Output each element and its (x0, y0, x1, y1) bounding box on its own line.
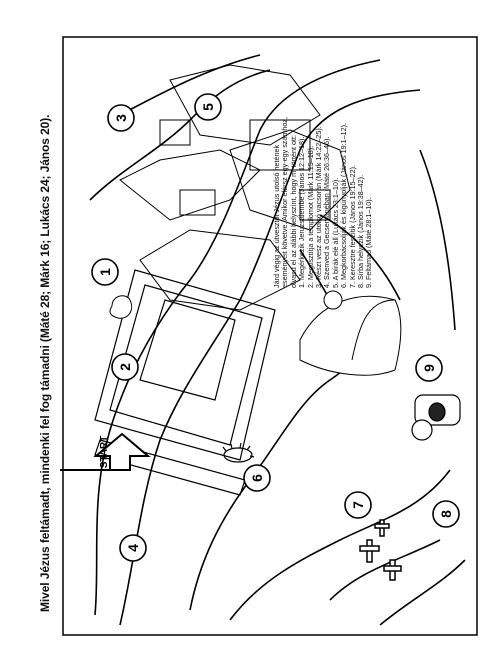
intro-line: eseményeit követve. Amikor elérsz egy-egy számhoz, (280, 117, 290, 288)
step-item: 4. Szenved a Gecsemánéban (Máté 26:36–46). (322, 136, 332, 288)
jar (110, 296, 132, 319)
marker-4 (120, 535, 146, 561)
page-title: Mivel Jézus feltámadt, mindenki fel fog támadni (Máté 28; Márk 16; Lukács 24; János 20). (38, 114, 52, 612)
step-item: 2. Megtisztítja a templomot (Márk 11:15–18). (305, 145, 315, 288)
svg-text:3: 3 (113, 114, 129, 122)
marker-3 (108, 105, 134, 131)
risen-jesus-figure (300, 291, 401, 375)
step-item: 1. Megérkezik Jeruzsálembe (János 12:12–18). (297, 136, 307, 288)
marker-8 (433, 501, 459, 527)
svg-text:7: 7 (350, 501, 366, 509)
step-item: 5. A bírák elé áll (Lukács 23:1–10). (330, 177, 340, 288)
instructions (273, 117, 374, 288)
step-item: 3. Részt vesz az utolsó vacsorán (Márk 14:22–25). (314, 126, 324, 288)
step-item: 8. Sírba helyezik (János 19:38–42). (356, 174, 366, 288)
step-item: 6. Megkorbácsolják és kigúnyolják (János 19:1–12). (339, 122, 349, 288)
svg-text:4: 4 (125, 544, 141, 552)
svg-text:2: 2 (117, 363, 133, 371)
step-item: 9. Feltámad (Máté 28:1–10). (364, 197, 374, 288)
intro-line: Járd végig az útvesztőt Jézus utolsó hetének (272, 144, 281, 288)
svg-text:1: 1 (97, 268, 113, 276)
intro-line: olvasd el az alábbi helyszínt, hogy mi történt ott: (288, 134, 298, 288)
marker-6 (244, 465, 270, 491)
start-label: START (99, 435, 110, 469)
step-item: 7. Keresztre feszítik (János 19:15–22). (347, 164, 357, 288)
svg-text:9: 9 (421, 364, 437, 372)
svg-text:5: 5 (200, 103, 216, 111)
svg-text:6: 6 (249, 474, 265, 482)
start-arrow (60, 434, 148, 470)
marker-1 (92, 259, 118, 285)
marker-2 (112, 354, 138, 380)
marker-7 (345, 492, 371, 518)
marker-5 (195, 94, 221, 120)
svg-text:8: 8 (438, 510, 454, 518)
tomb (412, 395, 460, 440)
marker-9 (416, 355, 442, 381)
crosses (360, 520, 401, 580)
